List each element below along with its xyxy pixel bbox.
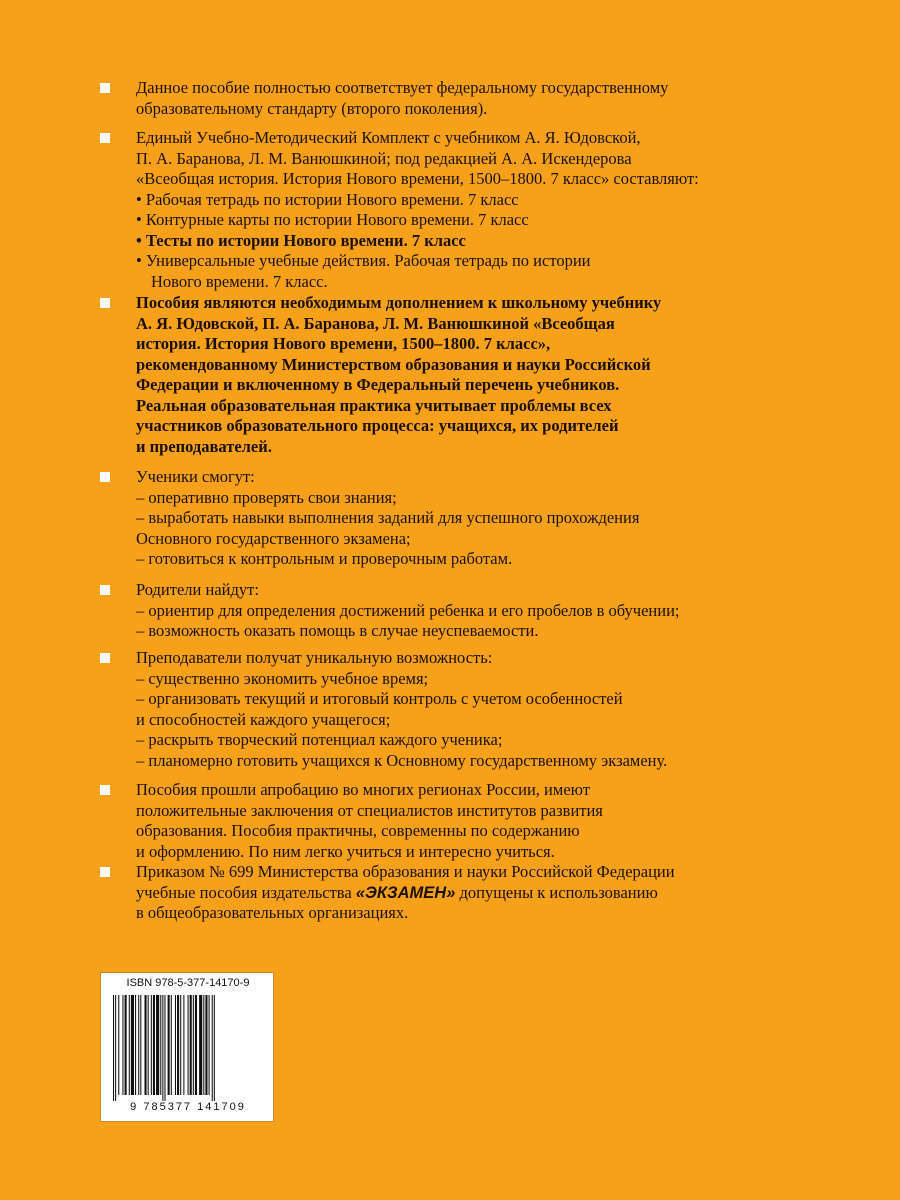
text-line: А. Я. Юдовской, П. А. Баранова, Л. М. Ванюшкиной «Всеобщая bbox=[136, 313, 615, 333]
list-item-continuation: Нового времени. 7 класс. bbox=[151, 271, 328, 291]
list-item: – возможность оказать помощь в случае неуспеваемости. bbox=[136, 621, 539, 640]
barcode-bar bbox=[205, 995, 207, 1095]
list-item-highlighted: • Тесты по истории Нового времени. 7 класс bbox=[136, 230, 466, 250]
barcode-bar bbox=[190, 995, 192, 1095]
text-line: Пособия прошли апробацию во многих регионах России, имеют bbox=[136, 780, 590, 799]
list-item: – оперативно проверять свои знания; bbox=[136, 487, 397, 507]
list-item: – раскрыть творческий потенциал каждого ученика; bbox=[136, 730, 503, 749]
barcode-bar bbox=[195, 995, 197, 1095]
text-line: история. История Нового времени, 1500–1800. 7 класс», bbox=[136, 334, 551, 353]
list-item: – готовиться к контрольным и проверочным работам. bbox=[136, 549, 513, 568]
barcode-bar bbox=[203, 995, 204, 1095]
text-line: участников образовательного процесса: учащихся, их родителей bbox=[136, 416, 619, 435]
barcode-bar bbox=[193, 995, 194, 1095]
barcode-bar bbox=[214, 995, 215, 1101]
square-bullet-icon bbox=[100, 298, 110, 308]
text-line: положительные заключения от специалистов институтов развития bbox=[136, 800, 603, 820]
square-bullet-icon bbox=[100, 133, 110, 143]
text-fragment: допущены к использованию bbox=[455, 882, 658, 902]
barcode-bar bbox=[199, 995, 202, 1095]
text-line: Реальная образовательная практика учитывает проблемы всех bbox=[136, 395, 612, 415]
barcode-bar bbox=[145, 995, 147, 1095]
list-item: • Универсальные учебные действия. Рабочая тетрадь по истории bbox=[136, 251, 591, 270]
text-line: Пособия являются необходимым дополнением к школьному учебнику bbox=[136, 293, 662, 312]
text-line: образования. Пособия практичны, современны по содержанию bbox=[136, 821, 580, 840]
list-item: • Рабочая тетрадь по истории Нового времени. 7 класс bbox=[136, 189, 519, 209]
barcode-bar bbox=[148, 995, 149, 1095]
text-line: Приказом № 699 Министерства образования и науки Российской Федерации bbox=[136, 862, 675, 881]
text-line: Преподаватели получат уникальную возможность: bbox=[136, 648, 493, 667]
text-line: Данное пособие полностью соответствует федеральному государственному bbox=[136, 78, 669, 97]
publisher-brand: «ЭКЗАМЕН» bbox=[355, 883, 456, 902]
square-bullet-icon bbox=[100, 83, 110, 93]
barcode-bar bbox=[153, 995, 155, 1095]
list-item: – выработать навыки выполнения заданий для успешного прохождения bbox=[136, 508, 640, 527]
barcode-bar bbox=[135, 995, 136, 1095]
text-line: «Всеобщая история. История Нового времени, 1500–1800. 7 класс» составляют: bbox=[136, 169, 699, 188]
barcode-bar bbox=[156, 995, 159, 1095]
ean-digits: 9 785377 141709 bbox=[130, 1101, 246, 1113]
barcode-bar bbox=[138, 995, 139, 1095]
text-line: в общеобразовательных организациях. bbox=[136, 903, 409, 922]
barcode-bar bbox=[151, 995, 152, 1095]
isbn-label: ISBN 978-5-377-14170-9 bbox=[126, 977, 250, 989]
isbn-barcode-box bbox=[100, 972, 274, 1122]
text-line: Единый Учебно-Методический Комплект с учебником А. Я. Юдовской, bbox=[136, 128, 641, 147]
square-bullet-icon bbox=[100, 472, 110, 482]
barcode-bar bbox=[209, 995, 210, 1095]
barcode-bar bbox=[164, 995, 165, 1101]
text-line: и оформлению. По ним легко учиться и интересно учиться. bbox=[136, 841, 555, 861]
text-line: Ученики смогут: bbox=[136, 467, 255, 486]
barcode-bar bbox=[125, 995, 127, 1095]
barcode-icon bbox=[111, 995, 265, 1101]
list-item: и способностей каждого учащегося; bbox=[136, 709, 391, 729]
text-line: Родители найдут: bbox=[136, 580, 259, 599]
list-item: Основного государственного экзамена; bbox=[136, 528, 411, 548]
text-line: П. А. Баранова, Л. М. Ванюшкиной; под редакцией А. А. Искендерова bbox=[136, 148, 632, 168]
barcode-bar bbox=[177, 995, 179, 1095]
list-item: – планомерно готовить учащихся к Основному государственному экзамену. bbox=[136, 750, 668, 770]
barcode-bar bbox=[131, 995, 134, 1095]
square-bullet-icon bbox=[100, 585, 110, 595]
barcode-bar bbox=[188, 995, 189, 1095]
square-bullet-icon bbox=[100, 785, 110, 795]
text-line: образовательному стандарту (второго поколения). bbox=[136, 98, 488, 118]
barcode-bar bbox=[171, 995, 172, 1095]
barcode-bar bbox=[129, 995, 130, 1095]
barcode-bar bbox=[122, 995, 123, 1095]
text-line: и преподавателей. bbox=[136, 436, 272, 456]
barcode-bar bbox=[160, 995, 161, 1095]
text-line: Федерации и включенному в Федеральный перечень учебников. bbox=[136, 375, 620, 394]
barcode-bar bbox=[168, 995, 170, 1095]
text-line bbox=[136, 883, 675, 904]
list-item: – ориентир для определения достижений ребенка и его пробелов в обучении; bbox=[136, 600, 680, 620]
barcode-bar bbox=[212, 995, 213, 1101]
list-item: – организовать текущий и итоговый контроль с учетом особенностей bbox=[136, 689, 623, 708]
barcode-bar bbox=[140, 995, 141, 1095]
barcode-bar bbox=[183, 995, 184, 1095]
text-line: рекомендованному Министерством образования и науки Российской bbox=[136, 354, 651, 374]
square-bullet-icon bbox=[100, 653, 110, 663]
list-item: – существенно экономить учебное время; bbox=[136, 668, 429, 688]
barcode-bar bbox=[118, 995, 119, 1095]
list-item: • Контурные карты по истории Нового времени. 7 класс bbox=[136, 210, 529, 229]
barcode-bar bbox=[115, 995, 116, 1101]
barcode-bar bbox=[180, 995, 181, 1095]
text-fragment: учебные пособия издательства bbox=[136, 882, 356, 902]
barcode-bar bbox=[162, 995, 163, 1101]
barcode-bar bbox=[175, 995, 176, 1095]
square-bullet-icon bbox=[100, 867, 110, 877]
barcode-bar bbox=[113, 995, 114, 1101]
